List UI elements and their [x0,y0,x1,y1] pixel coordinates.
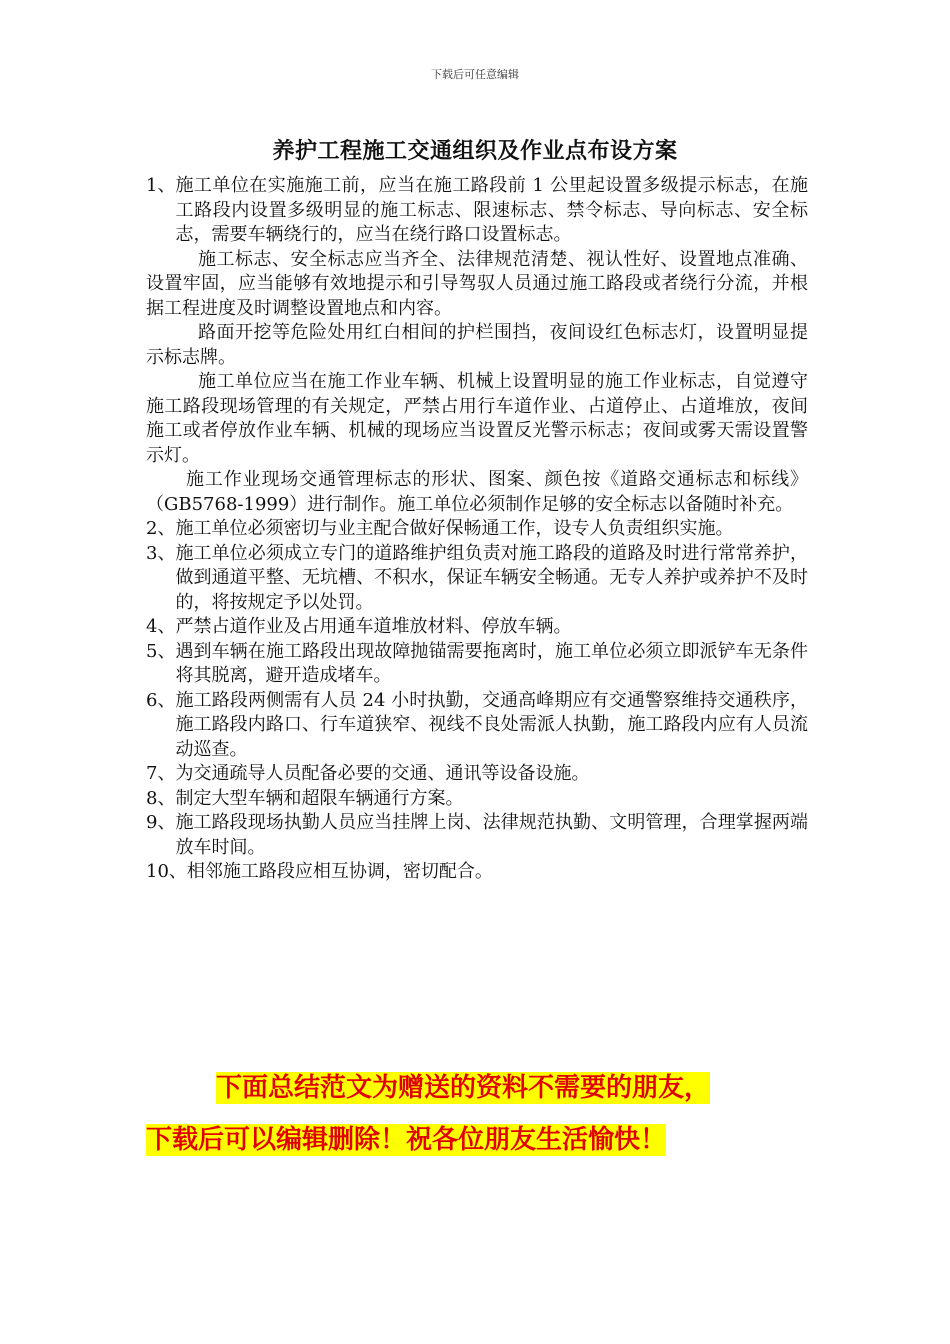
list-item [146,762,808,787]
list-item [146,517,808,542]
item-number: 3、 [146,542,176,564]
promo-line-2: 下载后可以编辑删除！祝各位朋友生活愉快！ [146,1125,667,1155]
paragraph: 施工标志、安全标志应当齐全、法律规范清楚、视认性好、设置地点准确、设置牢固，应当能够有效地提示和引导驾驭人员通过施工路段或者绕行分流，并根据工程进度及时调整设置地点和内容。 [146,248,808,319]
header-note: 下载后可任意编辑 [431,68,519,81]
item-text: 施工路段两侧需有人员 24 小时执勤，交通高峰期应有交通警察维持交通秩序，施工路段内路口、行车道狭窄、视线不良处需派人执勤，施工路段内应有人员流动巡查。 [175,689,808,760]
document-title: 养护工程施工交通组织及作业点布设方案 [272,138,678,164]
item-number: 8、 [146,787,176,809]
item-number: 6、 [146,689,176,711]
promo-line-1: 下面总结范文为赠送的资料不需要的朋友， [216,1073,711,1103]
list-item [146,640,808,689]
paragraph: 路面开挖等危险处用红白相间的护栏围挡，夜间设红色标志灯，设置明显提示标志牌。 [146,322,808,368]
paragraph: 施工作业现场交通管理标志的形状、图案、颜色按《道路交通标志和标线》（GB5768-1999）进行制作。施工单位必须制作足够的安全标志以备随时补充。 [146,469,808,515]
document-body [146,174,808,885]
item-text: 施工单位在实施施工前，应当在施工路段前 1 公里起设置多级提示标志，在施工路段内设置多级明显的施工标志、限速标志、禁令标志、导向标志、安全标志，需要车辆绕行的，应当在绕行路口设置标志。 [175,175,808,245]
item-text: 施工单位必须成立专门的道路维护组负责对施工路段的道路及时进行常常养护，做到通道平整、无坑槽、不积水，保证车辆安全畅通。无专人养护或养护不及时的，将按规定予以处罚。 [175,542,808,613]
item-number: 9、 [146,812,176,833]
item-text: 施工单位必须密切与业主配合做好保畅通工作，设专人负责组织实施。 [175,518,734,539]
paragraph: 施工单位应当在施工作业车辆、机械上设置明显的施工作业标志，自觉遵守施工路段现场管理的有关规定，严禁占用行车道作业、占道停止、占道堆放，夜间施工或者停放作业车辆、机械的现场应当设置反光警示标志；夜间或雾天需设置警示灯。 [146,371,808,466]
item-text: 遇到车辆在施工路段出现故障抛锚需要拖离时，施工单位必须立即派铲车无条件将其脱离，避开造成堵车。 [175,640,808,686]
list-item [146,174,808,248]
item-text: 施工路段现场执勤人员应当挂牌上岗、法律规范执勤、文明管理，合理掌握两端放车时间。 [175,812,808,858]
list-item [146,860,808,885]
item-number: 5、 [146,640,176,662]
item-text: 制定大型车辆和超限车辆通行方案。 [175,787,464,809]
item-number: 7、 [146,763,176,784]
item-number: 2、 [146,518,176,539]
item-text: 严禁占道作业及占用通车道堆放材料、停放车辆。 [175,616,572,637]
list-item [146,811,808,860]
item-number: 10、 [146,861,187,882]
list-item [146,689,808,763]
list-item [146,615,808,640]
item-text: 为交通疏导人员配备必要的交通、通讯等设备设施。 [175,763,590,784]
item-number: 1、 [146,175,176,196]
item-number: 4、 [146,616,176,637]
list-item [146,542,808,616]
item-text: 相邻施工路段应相互协调，密切配合。 [186,861,493,882]
list-item [146,787,808,812]
